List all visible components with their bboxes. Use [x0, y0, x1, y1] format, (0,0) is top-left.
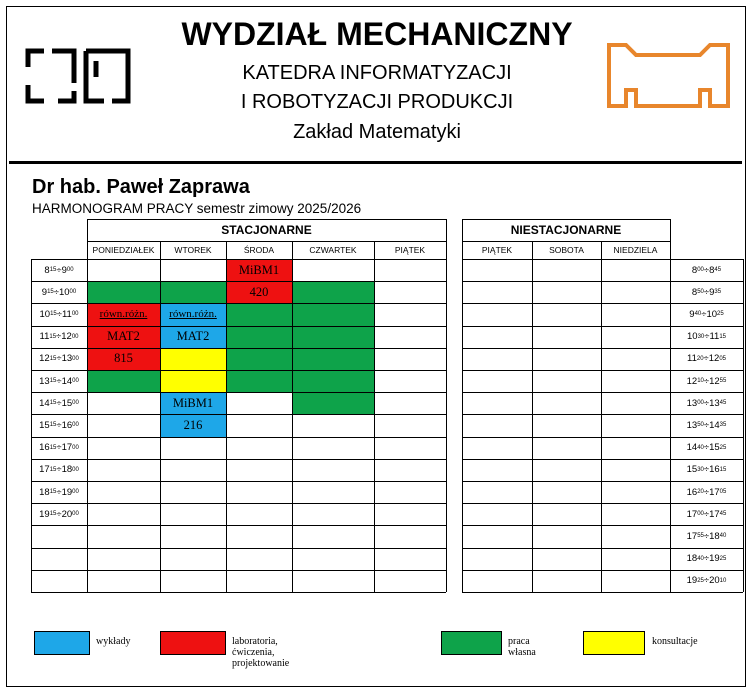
- slot-own_work: [160, 281, 226, 303]
- time-slot: 14 40 ÷15 25: [686, 442, 727, 454]
- time-slot: 8 50 ÷9 35: [691, 286, 722, 298]
- grid-line: [31, 548, 446, 549]
- grid-line: [601, 259, 602, 592]
- section-title-extramural: NIESTACJONARNE: [510, 223, 622, 237]
- header-divider: [9, 161, 742, 164]
- legend-label: praca własna: [508, 636, 536, 658]
- slot-own_work: [292, 348, 374, 370]
- day-header: NIEDZIELA: [613, 245, 658, 255]
- time-slot: 15 15 ÷16 00: [39, 419, 79, 431]
- grid-line: [31, 525, 32, 592]
- time-slot: 9 40 ÷10 25: [689, 308, 724, 320]
- grid-line: [670, 241, 671, 259]
- time-slot: 12 10 ÷12 55: [686, 375, 727, 387]
- grid-line: [31, 592, 446, 593]
- time-slot: 12 15 ÷13 00: [39, 353, 79, 365]
- section-title-stationary: STACJONARNE: [221, 223, 312, 237]
- grid-line: [31, 503, 446, 504]
- day-header: PIĄTEK: [394, 245, 426, 255]
- time-slot: 10 15 ÷11 00: [39, 308, 79, 320]
- day-header: ŚRODA: [243, 245, 275, 255]
- time-slot: 13 00 ÷13 45: [686, 397, 727, 409]
- class-label: MAT2: [107, 329, 140, 344]
- legend-swatch-lab: [160, 631, 226, 655]
- slot-own_work: [292, 281, 374, 303]
- grid-line: [31, 570, 446, 571]
- grid-line: [160, 525, 161, 592]
- time-slot: 17 00 ÷17 45: [686, 508, 727, 520]
- slot-own_work: [226, 370, 292, 392]
- class-label: równ.różn.: [99, 308, 148, 321]
- grid-line: [226, 525, 227, 592]
- time-slot: 19 15 ÷20 00: [39, 508, 79, 520]
- grid-line: [374, 525, 375, 592]
- time-slot: 16 20 ÷17 05: [686, 486, 727, 498]
- time-slot: 18 40 ÷19 25: [686, 553, 727, 565]
- slot-own_work: [292, 326, 374, 348]
- class-label: 216: [183, 417, 203, 432]
- grid-line: [31, 392, 446, 393]
- class-label: równ.różn.: [169, 308, 217, 321]
- grid-line: [446, 259, 447, 525]
- time-slot: 13 50 ÷14 35: [686, 419, 727, 431]
- grid-line: [31, 459, 446, 460]
- slot-own_work: [226, 348, 292, 370]
- time-slot: 14 15 ÷15 00: [39, 397, 79, 409]
- grid-line: [31, 414, 446, 415]
- day-header: WTOREK: [174, 245, 212, 255]
- slot-own_work: [87, 370, 160, 392]
- legend-label: konsultacje: [652, 636, 698, 647]
- slot-own_work: [226, 326, 292, 348]
- grid-line: [292, 259, 293, 525]
- grid-line: [462, 592, 743, 593]
- time-slot: 9 15 ÷10 00: [41, 286, 77, 298]
- grid-line: [31, 370, 446, 371]
- schedule-title: HARMONOGRAM PRACY semestr zimowy 2025/2026: [32, 201, 362, 216]
- slot-own_work: [87, 281, 160, 303]
- department-line-1: KATEDRA INFORMATYZACJI: [242, 62, 512, 84]
- grid-line: [532, 259, 533, 592]
- day-header: CZWARTEK: [309, 245, 357, 255]
- day-header: SOBOTA: [549, 245, 584, 255]
- grid-line: [446, 525, 447, 592]
- time-slot: 11 20 ÷12 05: [686, 353, 727, 365]
- unit-name: Zakład Matematyki: [293, 121, 461, 143]
- day-header: PONIEDZIAŁEK: [92, 245, 155, 255]
- grid-line: [374, 259, 375, 525]
- person-name: Dr hab. Paweł Zaprawa: [32, 176, 250, 198]
- class-label: MiBM1: [172, 395, 214, 410]
- grid-line: [743, 259, 744, 592]
- grid-line: [31, 481, 446, 482]
- grid-line: [31, 437, 446, 438]
- time-slot: 19 25 ÷20 10: [686, 575, 727, 587]
- time-slot: 16 15 ÷17 00: [39, 442, 79, 454]
- class-label: MiBM1: [238, 262, 280, 277]
- grid-line: [462, 259, 463, 592]
- class-label: 420: [249, 284, 269, 299]
- class-label: 815: [114, 351, 133, 366]
- grid-line: [446, 241, 447, 259]
- class-label: MAT2: [176, 329, 210, 344]
- time-slot: 8 15 ÷9 00: [44, 264, 74, 276]
- time-slot: 10 30 ÷11 15: [686, 331, 727, 343]
- slot-consult: [160, 370, 226, 392]
- slot-own_work: [292, 392, 374, 414]
- grid-line: [87, 259, 88, 525]
- slot-own_work: [292, 370, 374, 392]
- legend-label: wykłady: [96, 636, 131, 647]
- time-slot: 15 30 ÷16 15: [686, 464, 727, 476]
- time-slot: 13 15 ÷14 00: [39, 375, 79, 387]
- grid-line: [87, 525, 88, 592]
- slot-own_work: [226, 303, 292, 325]
- time-slot: 18 15 ÷19 00: [39, 486, 79, 498]
- legend-swatch-own_work: [441, 631, 502, 655]
- grid-line: [292, 525, 293, 592]
- department-line-2: I ROBOTYZACJI PRODUKCJI: [240, 91, 514, 113]
- legend-label: laboratoria, ćwiczenia, projektowanie: [232, 636, 290, 669]
- slot-consult: [160, 348, 226, 370]
- legend-swatch-consult: [583, 631, 645, 655]
- time-slot: 17 15 ÷18 00: [39, 464, 79, 476]
- grid-line: [31, 525, 446, 526]
- time-slot: 17 55 ÷18 40: [686, 530, 727, 542]
- time-slot: 8 00 ÷8 45: [691, 264, 722, 276]
- slot-own_work: [292, 303, 374, 325]
- legend-swatch-lecture: [34, 631, 90, 655]
- faculty-title: WYDZIAŁ MECHANICZNY: [181, 16, 573, 52]
- day-header: PIĄTEK: [481, 245, 513, 255]
- time-slot: 11 15 ÷12 00: [39, 331, 79, 343]
